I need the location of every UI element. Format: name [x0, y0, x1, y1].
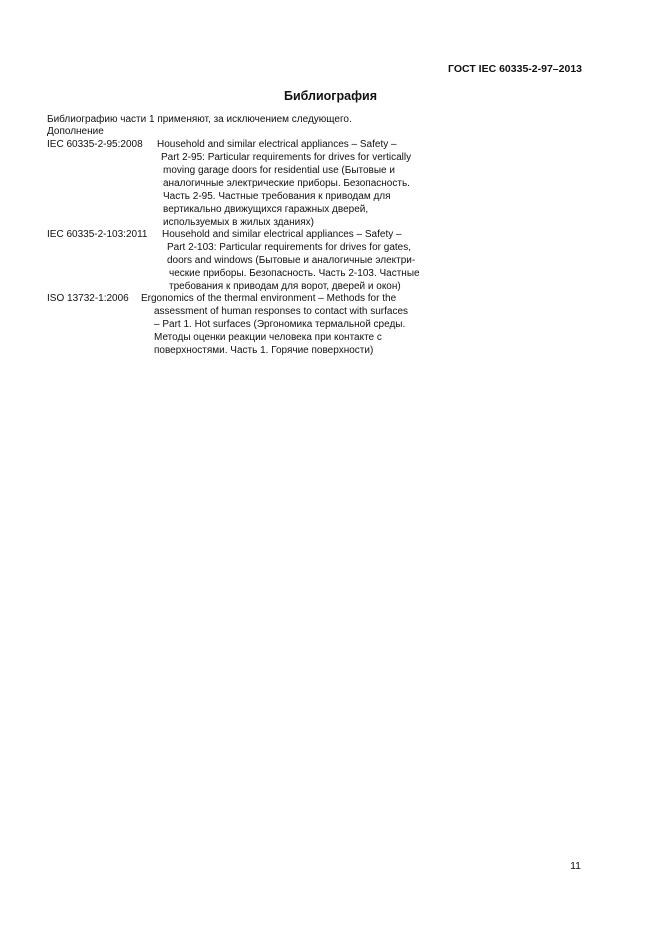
entry-line: Методы оценки реакции человека при контакте с	[154, 332, 382, 343]
entry-line: doors and windows (Бытовые и аналогичные электри-	[167, 255, 416, 266]
entry-line: moving garage doors for residential use (Бытовые и	[163, 165, 395, 176]
entry-line: Part 2-95: Particular requirements for drives for vertically	[161, 152, 412, 163]
entry-line: ческие приборы. Безопасность. Часть 2-103. Частные	[169, 268, 420, 279]
entry-line: Part 2-103: Particular requirements for drives for gates,	[167, 242, 411, 253]
page-number: 11	[570, 860, 581, 872]
entry-line: аналогичные электрические приборы. Безопасность.	[163, 178, 410, 189]
entry-code: IEC 60335-2-95:2008	[47, 139, 143, 150]
entry-line: Household and similar electrical appliances – Safety –	[162, 229, 402, 240]
page-title: Библиография	[283, 89, 378, 103]
entry-line: Часть 2-95. Частные требования к приводам для	[163, 191, 391, 202]
entry-line: – Part 1. Hot surfaces (Эргономика термальной среды.	[154, 319, 406, 330]
entry-code: IEC 60335-2-103:2011	[47, 229, 148, 240]
intro-line: Библиографию части 1 применяют, за исключением следующего.	[47, 114, 352, 125]
entry-line: используемых в жилых зданиях)	[163, 217, 314, 228]
entry-line: вертикально движущихся гаражных дверей,	[163, 204, 369, 215]
entry-line: assessment of human responses to contact with surfaces	[154, 306, 409, 317]
entry-line: Ergonomics of the thermal environment – Methods for the	[141, 293, 397, 304]
standard-code-header: ГОСТ IEC 60335-2-97–2013	[448, 63, 582, 75]
entry-code: ISO 13732-1:2006	[47, 293, 129, 304]
intro-line: Дополнение	[47, 126, 104, 137]
entry-line: Household and similar electrical appliances – Safety –	[157, 139, 397, 150]
entry-line: требования к приводам для ворот, дверей и окон)	[169, 281, 401, 292]
entry-line: поверхностями. Часть 1. Горячие поверхности)	[154, 345, 374, 356]
